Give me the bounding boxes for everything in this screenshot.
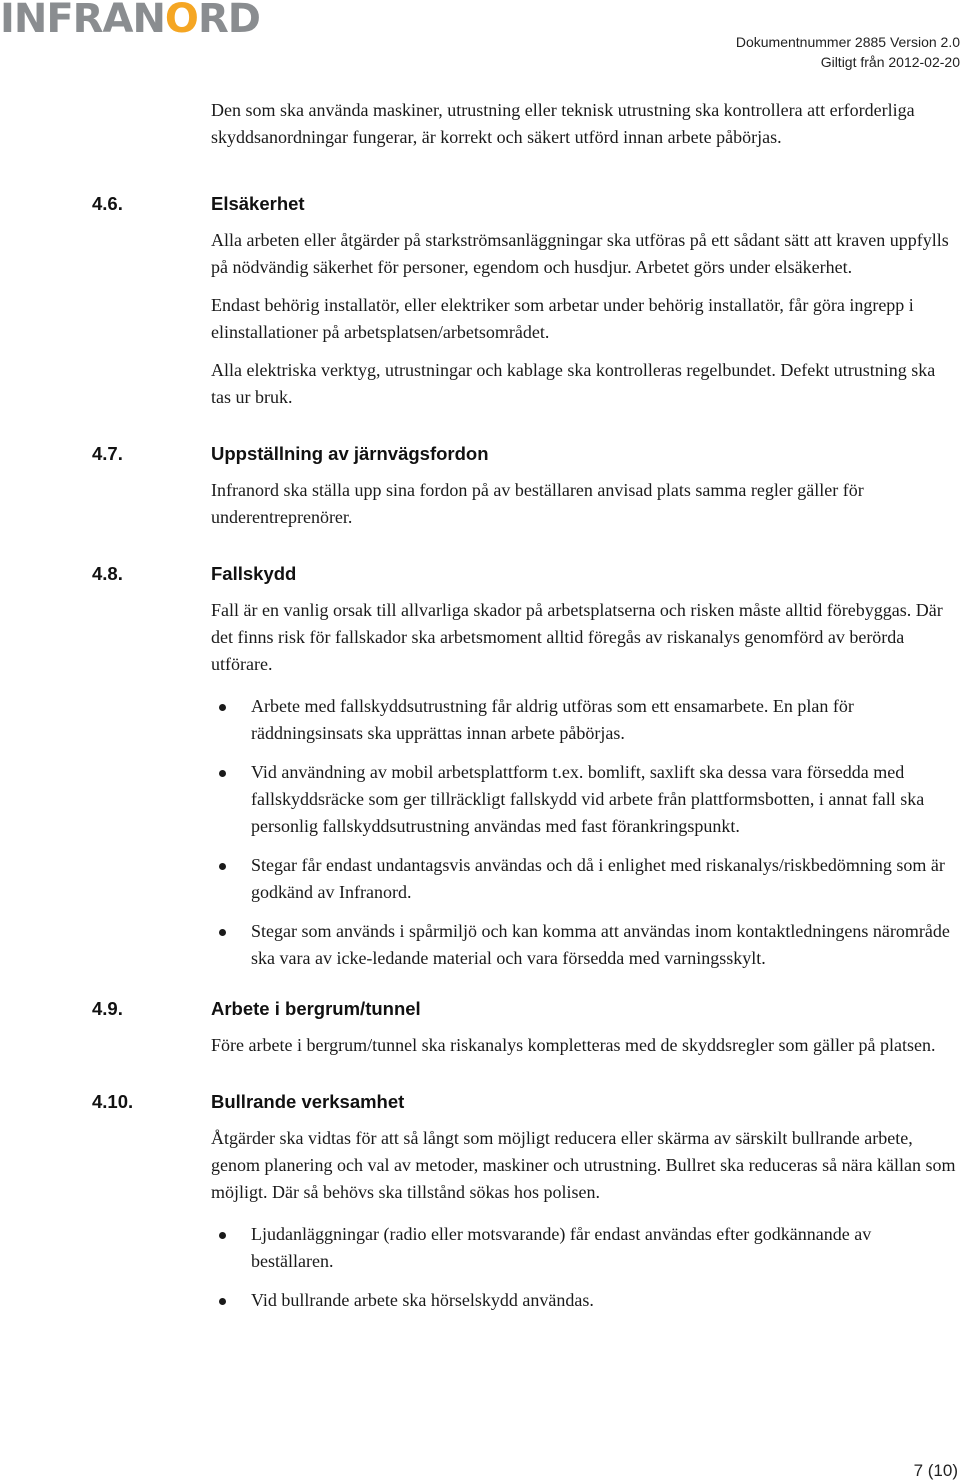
document-body (0, 97, 960, 1326)
section-paragraph: Åtgärder ska vidtas för att så långt som möjligt reducera eller skärma av särskilt bullrande arbete, genom planering och val av metoder, maskiner och utrustning. Bullret ska reduceras så nära källan som möjligt. Där så behövs ska tillstånd sökas hos polisen. (211, 1128, 956, 1202)
section-4-9 (0, 996, 960, 1059)
infranord-logo (0, 0, 260, 42)
bullet-icon (219, 704, 226, 711)
bullet-icon (219, 1298, 226, 1305)
section-paragraph: Infranord ska ställa upp sina fordon på av beställaren anvisad plats samma regler gäller för underentreprenörer. (211, 480, 864, 527)
bullet-icon (219, 770, 226, 777)
section-number: 4.6. (92, 193, 123, 214)
section-heading (0, 441, 960, 467)
section-number: 4.7. (92, 443, 123, 464)
section-4-10 (0, 1089, 960, 1314)
section-title: Uppställning av järnvägsfordon (211, 443, 489, 464)
list-item-text: Stegar får endast undantagsvis användas och då i enlighet med riskanalys/riskbedömning som är godkänd av Infranord. (251, 855, 945, 902)
document-meta (736, 32, 960, 72)
section-heading (0, 561, 960, 587)
list-item-text: Ljudanläggningar (radio eller motsvarande) får endast användas efter godkännande av beställaren. (251, 1224, 872, 1271)
logo-text-accent: O (164, 0, 198, 42)
section-paragraph: Alla arbeten eller åtgärder på starkströmsanläggningar ska utföras på ett sådant sätt att kraven uppfylls på nödvändig säkerhet för personer, egendom och husdjur. Arbetet görs under elsäkerhet. (211, 230, 949, 277)
section-4-8 (0, 561, 960, 972)
section-paragraph: Alla elektriska verktyg, utrustningar och kablage ska kontrolleras regelbundet. Defekt utrustning ska tas ur bruk. (211, 360, 936, 407)
page-number: 7 (10) (913, 1461, 958, 1480)
section-paragraph: Fall är en vanlig orsak till allvarliga skador på arbetsplatserna och risken måste alltid förebyggas. Där det finns risk för fallskador ska arbetsmoment alltid föregås av riskanalys genomförd av berörda utförare. (211, 600, 943, 674)
list-item (211, 759, 956, 840)
section-title: Elsäkerhet (211, 193, 305, 214)
logo-text-suffix: RD (197, 0, 260, 42)
section-number: 4.10. (92, 1091, 134, 1112)
list-item (211, 852, 956, 906)
bullet-list (211, 1221, 956, 1314)
list-item-text: Vid bullrande arbete ska hörselskydd användas. (251, 1290, 594, 1310)
bullet-icon (219, 863, 226, 870)
intro-paragraph: Den som ska använda maskiner, utrustning eller teknisk utrustning ska kontrollera att erforderliga skyddsanordningar fungerar, är korrekt och säkert utförd innan arbete påbörjas. (211, 100, 915, 147)
section-4-7 (0, 441, 960, 531)
section-paragraph: Före arbete i bergrum/tunnel ska riskanalys kompletteras med de skyddsregler som gäller på platsen. (211, 1035, 936, 1055)
bullet-icon (219, 1232, 226, 1239)
list-item-text: Stegar som används i spårmiljö och kan komma att användas inom kontaktledningens närområde ska vara av icke-ledande material och vara försedda med varningsskylt. (251, 921, 950, 968)
section-number: 4.9. (92, 998, 123, 1019)
bullet-icon (219, 929, 226, 936)
document-number: Dokumentnummer 2885 Version 2.0 (735, 34, 960, 50)
section-heading (0, 191, 960, 217)
valid-from-date: Giltigt från 2012-02-20 (820, 54, 960, 70)
list-item-text: Vid användning av mobil arbetsplattform t.ex. bomlift, saxlift ska dessa vara försedda med fallskyddsräcke som ger tillräckligt fallskydd vid arbete från plattformsbotten, i annat fall ska personlig fallskyddsutrustning användas med fast förankringspunkt. (251, 762, 925, 836)
bullet-list (211, 693, 956, 972)
section-heading (0, 1089, 960, 1115)
list-item-text: Arbete med fallskyddsutrustning får aldrig utföras som ett ensamarbete. En plan för räddningsinsats ska upprättas innan arbete påbörjas. (251, 696, 854, 743)
section-number: 4.8. (92, 563, 123, 584)
section-title: Fallskydd (211, 563, 297, 584)
list-item (211, 1287, 956, 1314)
logo-text-prefix: INFRAN (0, 0, 165, 42)
section-4-6 (0, 191, 960, 411)
list-item (211, 1221, 956, 1275)
section-title: Bullrande verksamhet (211, 1091, 405, 1112)
section-title: Arbete i bergrum/tunnel (211, 998, 421, 1019)
list-item (211, 693, 956, 747)
section-paragraph: Endast behörig installatör, eller elektriker som arbetar under behörig installatör, får göra ingrepp i elinstallationer på arbetsplatsen/arbetsområdet. (211, 295, 914, 342)
list-item (211, 918, 956, 972)
section-heading (0, 996, 960, 1022)
